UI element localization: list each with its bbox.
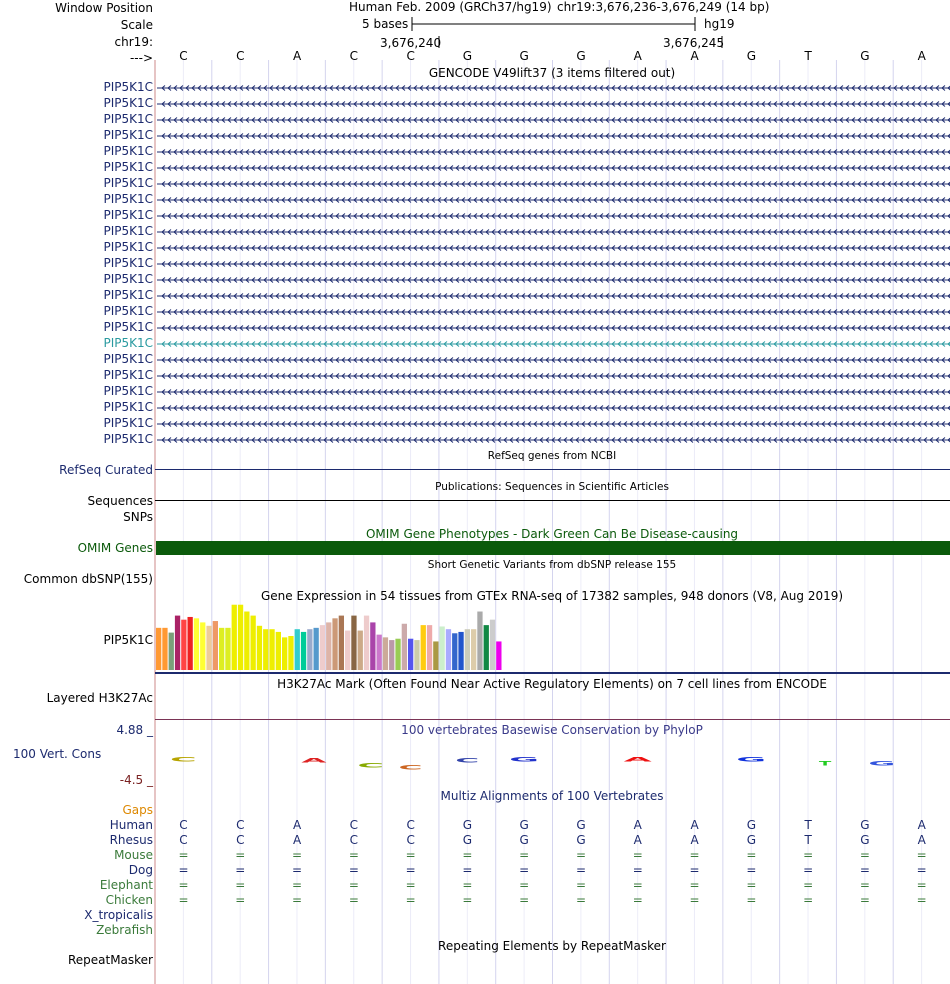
gencode-gene-label[interactable]: PIP5K1C xyxy=(103,112,153,126)
multiz-base: C xyxy=(349,818,359,832)
gencode-gene-label[interactable]: PIP5K1C xyxy=(103,368,153,382)
base-letter: G xyxy=(746,49,756,63)
multiz-base: A xyxy=(633,818,642,832)
gencode-gene-label[interactable]: PIP5K1C xyxy=(103,240,153,254)
multiz-base: = xyxy=(348,848,359,862)
db-text: hg19 xyxy=(704,17,735,31)
multiz-base: T xyxy=(804,818,812,832)
multiz-base: = xyxy=(235,863,246,877)
multiz-base: = xyxy=(178,863,189,877)
multiz-base: A xyxy=(917,833,926,847)
gencode-gene-label[interactable]: PIP5K1C xyxy=(103,272,153,286)
multiz-base: A xyxy=(690,833,699,847)
multiz-base: = xyxy=(235,893,246,907)
base-letter: G xyxy=(519,49,529,63)
gencode-gene-label[interactable]: PIP5K1C xyxy=(103,128,153,142)
multiz-base: = xyxy=(405,878,416,892)
gencode-gene-label[interactable]: PIP5K1C xyxy=(103,288,153,302)
conservation-logo-letter: G xyxy=(868,759,896,767)
conservation-logo-letter: G xyxy=(736,755,767,764)
gencode-gene-label[interactable]: PIP5K1C xyxy=(103,416,153,430)
multiz-base: = xyxy=(746,893,757,907)
multiz-base: G xyxy=(519,833,529,847)
multiz-base: C xyxy=(236,833,245,847)
gencode-gene-label[interactable]: PIP5K1C xyxy=(103,320,153,334)
position-text: chr19:3,676,236-3,676,249 (14 bp) xyxy=(557,0,770,14)
conservation-logo-letter: G xyxy=(509,755,540,764)
multiz-base: = xyxy=(462,848,473,862)
base-letter: G xyxy=(860,49,870,63)
gencode-gene-label[interactable]: PIP5K1C xyxy=(103,192,153,206)
multiz-base: C xyxy=(236,818,245,832)
multiz-base: = xyxy=(916,878,927,892)
multiz-base: = xyxy=(859,878,870,892)
gaps-label[interactable]: Gaps xyxy=(122,803,153,817)
multiz-base: = xyxy=(746,878,757,892)
conservation-logo-letter: A xyxy=(301,756,327,764)
multiz-base: = xyxy=(632,863,643,877)
repeatmasker-title[interactable]: Repeating Elements by RepeatMasker xyxy=(438,939,666,953)
multiz-species-label[interactable]: Chicken xyxy=(105,893,153,907)
conservation-logo-letter: T xyxy=(818,759,832,768)
multiz-base: = xyxy=(632,878,643,892)
base-letter: T xyxy=(804,49,812,63)
multiz-base: = xyxy=(462,893,473,907)
multiz-base: G xyxy=(462,818,473,832)
multiz-base: = xyxy=(803,893,814,907)
multiz-base: A xyxy=(690,818,699,832)
conservation-logo-letter: C xyxy=(170,755,197,764)
gencode-gene-label[interactable]: PIP5K1C xyxy=(103,400,153,414)
base-letter: C xyxy=(179,49,188,63)
multiz-base: = xyxy=(519,863,530,877)
multiz-base: C xyxy=(406,818,415,832)
multiz-base: C xyxy=(179,833,188,847)
multiz-base: T xyxy=(804,833,812,847)
h3k27ac-title[interactable]: H3K27Ac Mark (Often Found Near Active Regulatory Elements) on 7 cell lines from ENCODE xyxy=(277,677,827,691)
conservation-max-label: 4.88 _ xyxy=(116,723,153,737)
multiz-base: = xyxy=(292,848,303,862)
gencode-gene-label[interactable]: PIP5K1C xyxy=(103,176,153,190)
gencode-gene-label[interactable]: PIP5K1C xyxy=(103,336,153,350)
multiz-base: = xyxy=(462,863,473,877)
gencode-gene-label[interactable]: PIP5K1C xyxy=(103,304,153,318)
ruler-tick-1: 3,676,240 xyxy=(380,36,442,50)
gencode-gene-label[interactable]: PIP5K1C xyxy=(103,384,153,398)
gencode-gene-label[interactable]: PIP5K1C xyxy=(103,160,153,174)
multiz-base: G xyxy=(462,833,473,847)
scale-label: Scale xyxy=(120,18,153,32)
dbsnp-label[interactable]: Common dbSNP(155) xyxy=(23,572,153,586)
conservation-label[interactable]: 100 Vert. Cons xyxy=(13,747,102,761)
refseq-title[interactable]: RefSeq genes from NCBI xyxy=(487,450,617,462)
multiz-base: = xyxy=(348,863,359,877)
gencode-gene-label[interactable]: PIP5K1C xyxy=(103,208,153,222)
multiz-base: C xyxy=(179,818,188,832)
multiz-base: = xyxy=(575,893,587,907)
multiz-base: = xyxy=(178,878,189,892)
multiz-base: G xyxy=(860,818,870,832)
base-letter: A xyxy=(633,49,642,63)
multiz-species-label[interactable]: Zebrafish xyxy=(96,923,153,937)
omim-label[interactable]: OMIM Genes xyxy=(77,541,153,555)
multiz-base: = xyxy=(235,848,246,862)
gencode-gene-label[interactable]: PIP5K1C xyxy=(103,96,153,110)
conservation-title[interactable]: 100 vertebrates Basewise Conservation by PhyloP xyxy=(401,723,703,737)
conservation-logo-letter: C xyxy=(357,761,385,770)
multiz-base: = xyxy=(292,878,303,892)
conservation-logo-letter: C xyxy=(455,756,480,764)
multiz-base: A xyxy=(292,833,302,847)
multiz-base: C xyxy=(349,833,359,847)
multiz-base: = xyxy=(803,863,814,877)
gencode-gene-label[interactable]: PIP5K1C xyxy=(103,80,153,94)
multiz-base: = xyxy=(178,848,189,862)
multiz-base: C xyxy=(406,833,415,847)
multiz-species-label[interactable]: Rhesus xyxy=(109,833,153,847)
chrom-label: chr19: xyxy=(114,35,153,49)
multiz-base: = xyxy=(632,893,643,907)
dbsnp-title[interactable]: Short Genetic Variants from dbSNP release 155 xyxy=(427,559,677,571)
multiz-base: = xyxy=(632,848,643,862)
scale-text: 5 bases xyxy=(362,17,409,31)
multiz-base: = xyxy=(462,878,473,892)
gencode-gene-label[interactable]: PIP5K1C xyxy=(103,432,153,446)
multiz-base: = xyxy=(803,878,814,892)
multiz-base: = xyxy=(405,848,416,862)
conservation-min-label: -4.5 _ xyxy=(119,773,153,787)
base-letter: A xyxy=(917,49,926,63)
refseq-label[interactable]: RefSeq Curated xyxy=(59,463,153,477)
gtex-label[interactable]: PIP5K1C xyxy=(103,633,153,647)
multiz-base: = xyxy=(916,893,927,907)
base-letter: G xyxy=(576,49,586,63)
multiz-base: = xyxy=(235,878,246,892)
strand-label: ---> xyxy=(129,51,153,65)
ruler-tick-2: 3,676,245 xyxy=(663,36,725,50)
multiz-base: = xyxy=(348,878,359,892)
multiz-base: G xyxy=(746,818,756,832)
gencode-gene-label[interactable]: PIP5K1C xyxy=(103,352,153,366)
base-letter: A xyxy=(292,49,302,63)
base-letter: G xyxy=(462,49,473,63)
gencode-gene-label[interactable]: PIP5K1C xyxy=(103,224,153,238)
multiz-species-label[interactable]: Mouse xyxy=(114,848,153,862)
multiz-base: A xyxy=(292,818,302,832)
multiz-base: = xyxy=(859,893,870,907)
multiz-base: = xyxy=(689,893,700,907)
multiz-base: = xyxy=(348,893,359,907)
conservation-logo-letter: A xyxy=(623,755,652,764)
repeatmasker-label[interactable]: RepeatMasker xyxy=(67,953,153,967)
base-letter: C xyxy=(406,49,415,63)
gencode-gene-label[interactable]: PIP5K1C xyxy=(103,256,153,270)
multiz-base: = xyxy=(178,893,189,907)
multiz-base: G xyxy=(746,833,756,847)
multiz-species-label[interactable]: Human xyxy=(109,818,153,832)
multiz-base: = xyxy=(689,878,700,892)
assembly-text: Human Feb. 2009 (GRCh37/hg19) xyxy=(349,0,552,14)
multiz-base: = xyxy=(859,848,870,862)
multiz-base: = xyxy=(803,848,814,862)
sequences-label[interactable]: Sequences xyxy=(87,494,153,508)
multiz-base: = xyxy=(689,863,700,877)
multiz-species-label[interactable]: Dog xyxy=(128,863,153,877)
base-letter: C xyxy=(236,49,245,63)
multiz-base: = xyxy=(689,848,700,862)
multiz-title[interactable]: Multiz Alignments of 100 Vertebrates xyxy=(440,789,664,803)
multiz-base: = xyxy=(519,878,530,892)
multiz-species-label[interactable]: Elephant xyxy=(99,878,153,892)
multiz-species-label[interactable]: X_tropicalis xyxy=(84,908,153,922)
base-letter: C xyxy=(349,49,359,63)
gencode-title[interactable]: GENCODE V49lift37 (3 items filtered out) xyxy=(428,66,676,80)
multiz-base: G xyxy=(860,833,870,847)
multiz-base: G xyxy=(519,818,529,832)
multiz-base: A xyxy=(633,833,642,847)
multiz-base: = xyxy=(746,863,757,877)
multiz-base: = xyxy=(292,863,303,877)
snps-label[interactable]: SNPs xyxy=(123,510,153,524)
window-position-label: Window Position xyxy=(55,1,153,15)
multiz-base: G xyxy=(576,833,586,847)
multiz-base: = xyxy=(859,863,870,877)
multiz-base: = xyxy=(405,893,416,907)
multiz-base: = xyxy=(519,848,530,862)
gtex-title[interactable]: Gene Expression in 54 tissues from GTEx RNA-seq of 17382 samples, 948 donors (V8, Aug 2019) xyxy=(260,589,844,603)
multiz-base: = xyxy=(916,863,927,877)
multiz-base: = xyxy=(405,863,416,877)
base-letter: A xyxy=(690,49,699,63)
conservation-logo-letter: C xyxy=(398,763,423,771)
multiz-base: = xyxy=(916,848,927,862)
gencode-gene-label[interactable]: PIP5K1C xyxy=(103,144,153,158)
multiz-base: A xyxy=(917,818,926,832)
h3k27ac-label[interactable]: Layered H3K27Ac xyxy=(46,691,153,705)
multiz-base: = xyxy=(746,848,757,862)
multiz-base: = xyxy=(575,878,587,892)
multiz-base: = xyxy=(292,893,303,907)
omim-title[interactable]: OMIM Gene Phenotypes - Dark Green Can Be Disease-causing xyxy=(365,527,739,541)
multiz-base: G xyxy=(576,818,586,832)
publications-title[interactable]: Publications: Sequences in Scientific Articles xyxy=(435,481,669,493)
multiz-base: = xyxy=(575,863,587,877)
multiz-base: = xyxy=(575,848,587,862)
multiz-base: = xyxy=(519,893,530,907)
